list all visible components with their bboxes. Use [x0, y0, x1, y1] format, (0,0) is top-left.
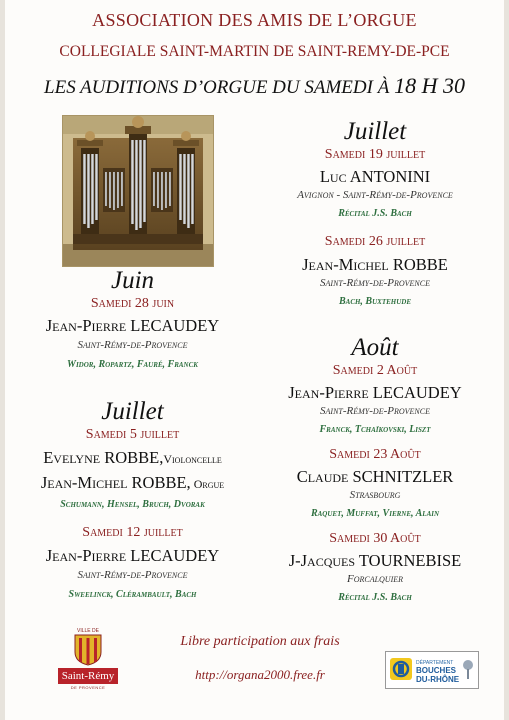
department-name [416, 666, 459, 684]
organist-name: Jean-Michel ROBBE [302, 255, 448, 274]
participation-note: Libre participation aux frais [180, 634, 340, 649]
organist-town: Saint-Rémy-de-Provence [320, 405, 430, 417]
organist-town: Saint-Rémy-de-Provence [77, 339, 188, 351]
repertoire: Récital J.S. Bach [338, 592, 412, 603]
concert-date: Samedi 2 Août [332, 363, 418, 378]
organist-role: Orgue [190, 477, 225, 491]
department-name-line2: DU-RHÔNE [416, 675, 460, 684]
concert-date: Samedi 12 juillet [82, 525, 183, 540]
organist-name: J-Jacques TOURNEBISE [288, 551, 462, 570]
tree-icon [462, 658, 474, 680]
concert-date: Samedi 19 juillet [324, 147, 426, 162]
performer-line [20, 447, 245, 470]
performer-line [20, 472, 245, 495]
town-logo-sub: DE PROVENCE [70, 685, 106, 690]
collegiale-subtitle: COLLEGIALE SAINT-MARTIN DE SAINT-REMY-DE-PCE [59, 43, 450, 60]
town-logo-top: VILLE DE [77, 628, 99, 634]
left-edge [0, 0, 5, 720]
repertoire: Franck, Tchaïkovski, Liszt [319, 424, 431, 435]
auditions-heading-text: LES AUDITIONS D’ORGUE DU SAMEDI À [44, 77, 395, 98]
cellist-role: Violoncelle [163, 452, 222, 466]
repertoire: Sweelinck, Clérambault, Bach [68, 589, 197, 600]
organist-town: Saint-Rémy-de-Provence [320, 277, 430, 289]
juin-section [20, 267, 245, 372]
auditions-heading [0, 73, 509, 99]
concert-date: Samedi 26 juillet [324, 234, 426, 249]
organist-town: Saint-Rémy-de-Provence [77, 569, 188, 581]
department-mark-icon [390, 658, 412, 680]
juillet-right-section [255, 118, 495, 309]
repertoire: Raquet, Muffat, Vierne, Alain [310, 508, 440, 519]
organist-town: Avignon - Saint-Rémy-de-Provence [297, 189, 453, 201]
town-shield-icon [74, 634, 102, 666]
cellist-name: Evelyne ROBBE, [43, 448, 164, 467]
department-name-line1: BOUCHES [416, 666, 457, 675]
juillet-left-section [20, 398, 245, 602]
concert-date: Samedi 5 juillet [85, 427, 180, 442]
association-title: ASSOCIATION DES AMIS DE L’ORGUE [92, 10, 417, 30]
organist-name: Luc ANTONINI [319, 167, 431, 186]
concert-date: Samedi 28 juin [90, 296, 175, 311]
organist-name: Jean-Michel ROBBE, [40, 473, 191, 492]
organ-photo [62, 115, 214, 267]
right-edge [504, 0, 509, 720]
website-link[interactable]: http://organa2000.free.fr [195, 667, 325, 682]
organist-name: Jean-Pierre LECAUDEY [288, 383, 462, 402]
saint-remy-logo [58, 628, 118, 692]
month-juin: Juin [110, 267, 155, 294]
organist-town: Forcalquier [346, 573, 404, 585]
repertoire: Widor, Ropartz, Fauré, Franck [67, 359, 198, 370]
organist-town: Strasbourg [349, 489, 401, 501]
repertoire: Récital J.S. Bach [338, 208, 412, 219]
organist-name: Jean-Pierre LECAUDEY [45, 546, 220, 565]
department-label: DÉPARTEMENT [416, 660, 454, 666]
organist-name: Claude SCHNITZLER [296, 467, 454, 486]
month-juillet: Juillet [101, 398, 164, 425]
auditions-time: 18 H 30 [394, 73, 465, 98]
concert-date: Samedi 30 Août [329, 531, 421, 546]
repertoire: Bach, Buxtehude [338, 296, 411, 307]
organist-name: Jean-Pierre LECAUDEY [45, 316, 220, 335]
month-juillet: Juillet [343, 118, 407, 145]
bouches-du-rhone-logo [385, 651, 479, 689]
organ-illustration [63, 116, 213, 266]
concert-date: Samedi 23 Août [329, 447, 421, 462]
month-aout: Août [351, 334, 399, 361]
repertoire: Schumann, Hensel, Bruch, Dvorak [60, 499, 205, 510]
town-logo-name: Saint-Rémy [58, 668, 118, 684]
aout-section [255, 334, 495, 605]
